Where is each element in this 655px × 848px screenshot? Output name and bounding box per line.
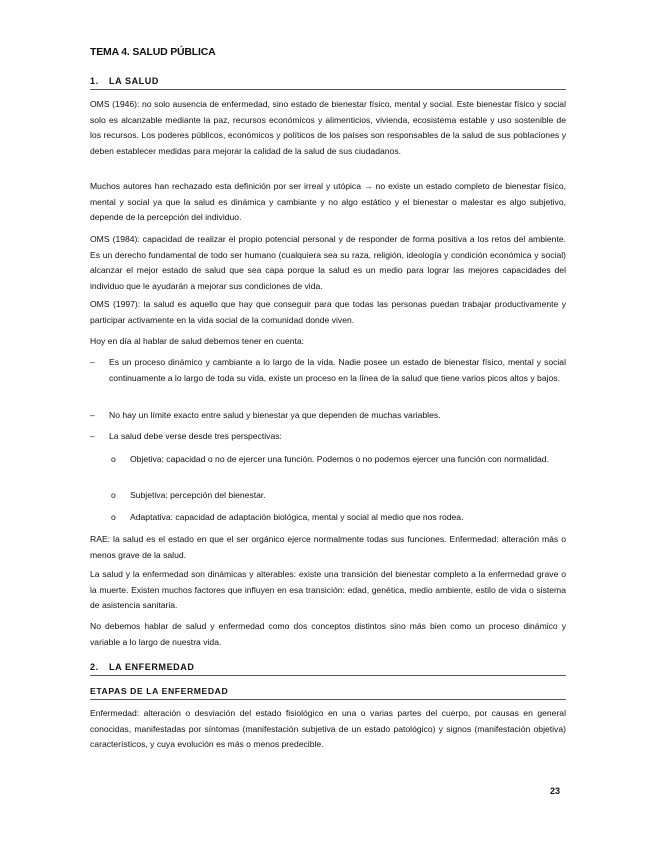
paragraph-oms-1997: OMS (1997): la salud es aquello que hay que conseguir para que todas las personas puedan trabajar productivamente y participar activamente en la vida social de la comunidad donde viven. [90, 299, 566, 325]
subsection-heading: ETAPAS DE LA ENFERMEDAD [90, 686, 566, 700]
section-title: LA ENFERMEDAD [109, 662, 195, 672]
page-number: 23 [550, 786, 561, 796]
section-number: 2. [90, 662, 99, 672]
sub-list-item: Adaptativa: capacidad de adaptación biológica, mental y social al medio que nos rodea. [130, 512, 464, 522]
paragraph-oms-1946: OMS (1946): no solo ausencia de enfermedad, sino estado de bienestar físico, mental y social. Este bienestar físico y social solo es alcanzable mediante la paz, recursos económicos y alimenticios, vivienda, ecosistema estable y uso sostenible de los recursos. Los poderes públicos, económicos y políticos de los países son responsables de la salud de sus poblaciones y deben establecer medidas para mejorar la calidad de la salud de sus ciudadanos. [90, 99, 566, 156]
paragraph-dynamics: La salud y la enfermedad son dinámicas y alterables: existe una transición del bienestar completo a la enfermedad grave o la muerte. Existen muchos factores que influyen en esa transición: edad, genética, medio ambiente, estilo de vida o sistema de asistencia sanitaria. [90, 569, 566, 610]
circle-bullet: o [111, 512, 116, 522]
list-item: Es un proceso dinámico y cambiante a lo largo de la vida. Nadie posee un estado de bienestar físico, mental y social continuamente a lo largo de toda su vida, existe un proceso en la línea de la salud que tiene varios picos altos y bajos. [109, 357, 566, 383]
sub-list-item: Subjetiva: percepción del bienestar. [130, 490, 266, 500]
paragraph-rae: RAE: la salud es el estado en que el ser orgánico ejerce normalmente todas sus funciones. Enfermedad: alteración más o menos grave de la salud. [90, 534, 566, 560]
paragraph-process: No debemos hablar de salud y enfermedad como dos conceptos distintos sino más bien como un proceso dinámico y variable a lo largo de nuestra vida. [90, 621, 566, 647]
list-item: La salud debe verse desde tres perspectivas: [109, 431, 282, 441]
circle-bullet: o [111, 490, 116, 500]
paragraph-enfermedad-definition: Enfermedad: alteración o desviación del estado fisiológico en una o varias partes del cuerpo, por causas en general conocidas, manifestadas por síntomas (manifestación subjetiva de un estado patológico) y signos (manifestación objetiva) característicos, y cuya evolución es más o menos predecible. [90, 708, 566, 749]
section-heading-enfermedad [90, 662, 566, 676]
section-title: LA SALUD [109, 76, 159, 86]
document-title: TEMA 4. SALUD PÚBLICA [90, 46, 216, 58]
circle-bullet: o [111, 454, 116, 464]
paragraph-critics: Muchos autores han rechazado esta definición por ser irreal y utópica → no existe un estado completo de bienestar físico, mental y social ya que la salud es dinámica y cambiante y no algo estático y el bienestar o malestar es algo subjetivo, depende de la percepción del individuo. [90, 181, 566, 222]
list-item: No hay un límite exacto entre salud y bienestar ya que dependen de muchas variables. [109, 410, 441, 420]
dash-bullet: – [90, 410, 95, 420]
paragraph-oms-1984: OMS (1984): capacidad de realizar el propio potencial personal y de responder de forma positiva a los retos del ambiente. Es un derecho fundamental de todo ser humano (cualquiera sea su raza, religión, ideología y condición económica y social) alcanzar el mejor estado de salud que sea capa porque la salud es un medio para lograr las mejores capacidades del individuo que le ayudarán a mejorar sus condiciones de vida. [90, 234, 566, 291]
section-number: 1. [90, 76, 99, 86]
paragraph-intro-list: Hoy en día al hablar de salud debemos tener en cuenta: [90, 336, 305, 346]
dash-bullet: – [90, 357, 95, 367]
sub-list-item: Objetiva: capacidad o no de ejercer una función. Podemos o no podemos ejercer una función con normalidad. [130, 454, 549, 464]
section-heading-salud [90, 76, 566, 90]
dash-bullet: – [90, 431, 95, 441]
